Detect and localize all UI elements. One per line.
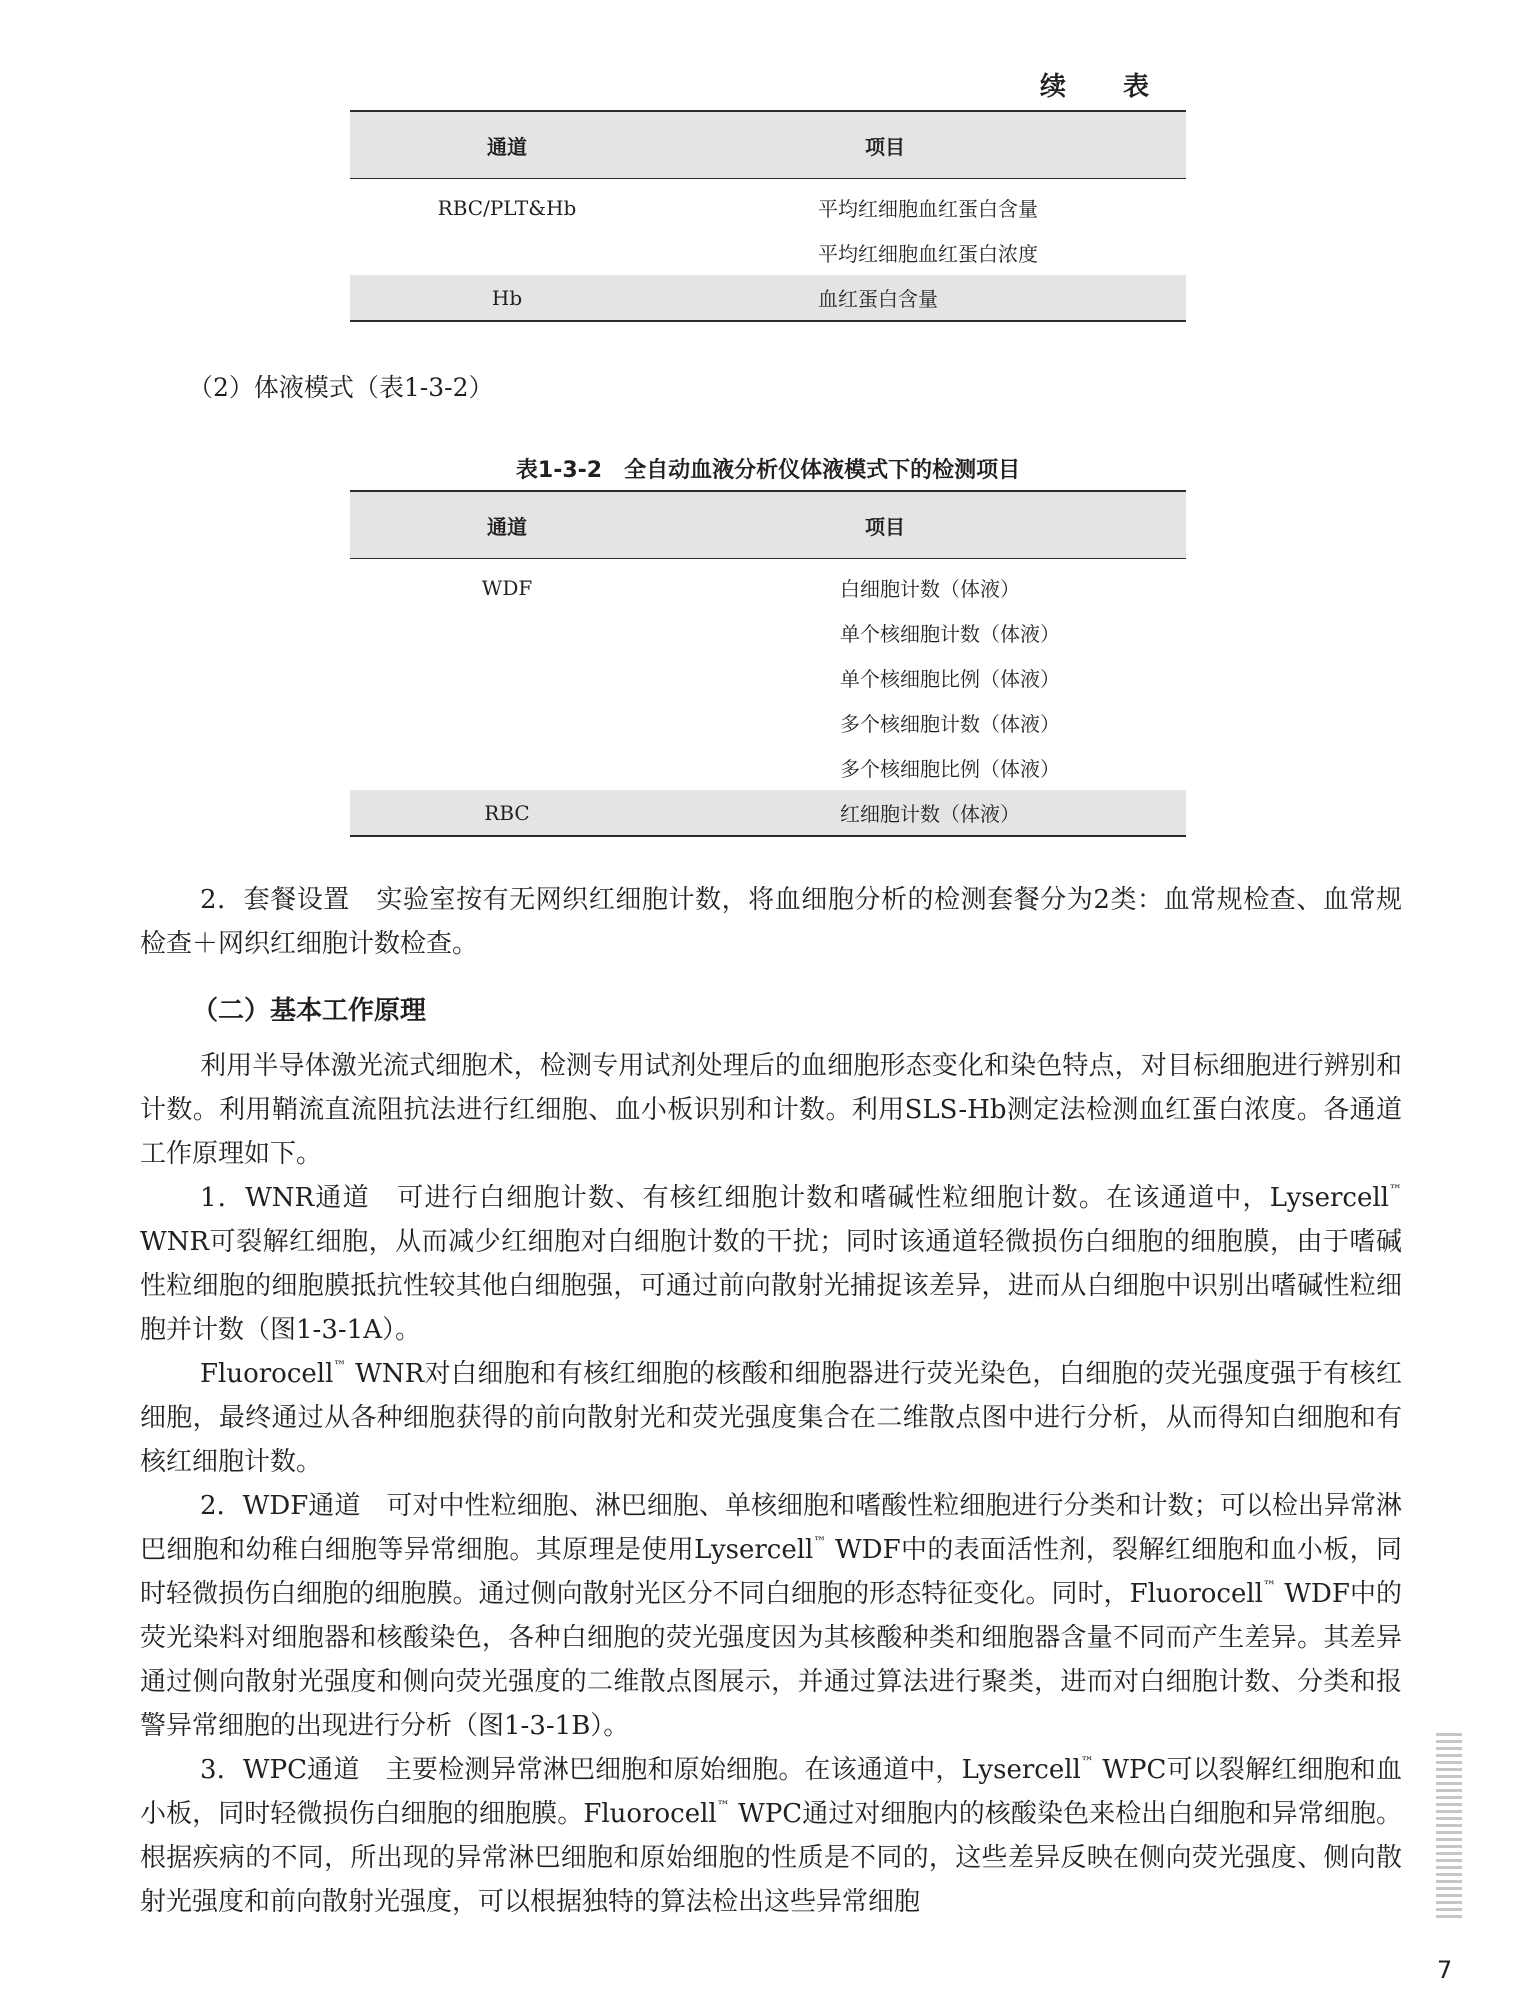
paragraph-text: 可对中性粒细胞、淋巴细胞、单核细胞和嗜酸性粒细胞进行分类和计数；可以检出异常淋巴细胞和幼稚白细胞等异常细胞。其原理是使用Lysercell	[140, 1491, 1402, 1565]
section-heading: （二）基本工作原理	[192, 996, 427, 1026]
trademark-symbol: ™	[333, 1359, 347, 1374]
table-row	[350, 790, 1186, 835]
body-fluid-table	[350, 490, 1186, 837]
table-row	[350, 610, 1186, 655]
paragraph-text: WPC通过对细胞内的核酸染色来检出白细胞和异常细胞。根据疾病的不同，所出现的异常淋巴细胞和原始细胞的性质是不同的，这些差异反映在侧向荧光强度、侧向散射光强度和前向散射光强度，可以根据独特的算法检出这些异常细胞	[140, 1799, 1402, 1917]
cell-channel: RBC/PLT&Hb	[437, 195, 577, 220]
trademark-symbol: ™	[1080, 1755, 1094, 1770]
paragraph-text: WNR对白细胞和有核红细胞的核酸和细胞器进行荧光染色，白细胞的荧光强度强于有核红细胞，最终通过从各种细胞获得的前向散射光和荧光强度集合在二维散点图中进行分析，从而得知白细胞和有核红细胞计数。	[140, 1359, 1402, 1477]
table-row	[350, 185, 1186, 230]
paragraph-text: WDF中的荧光染料对细胞器和核酸染色，各种白细胞的荧光强度因为其核酸种类和细胞器含量不同而产生差异。其差异通过侧向散射光强度和侧向荧光强度的二维散点图展示，并通过算法进行聚类，进而对白细胞计数、分类和报警异常细胞的出现进行分析（图1-3-1B）。	[140, 1579, 1402, 1741]
trademark-symbol: ™	[1263, 1579, 1276, 1594]
paragraph-text: 利用半导体激光流式细胞术，检测专用试剂处理后的血细胞形态变化和染色特点，对目标细胞进行辨别和计数。利用鞘流直流阻抗法进行红细胞、血小板识别和计数。利用SLS-Hb测定法检测血红蛋白浓度。各通道工作原理如下。	[140, 1051, 1402, 1169]
table-row	[350, 565, 1186, 610]
cell-item: 血红蛋白含量	[818, 287, 938, 311]
paragraph-lead: 2．套餐设置	[200, 885, 350, 915]
table-row	[350, 745, 1186, 790]
cell-channel: WDF	[481, 575, 533, 600]
paragraph-principle	[140, 1044, 1402, 1176]
paragraph-lead: 3．WPC通道	[200, 1755, 360, 1785]
cell-item: 单个核细胞比例（体液）	[840, 667, 1060, 691]
paragraph-text: WPC可以裂解红细胞和血小板，同时轻微损伤白细胞的细胞膜。Fluorocell	[140, 1755, 1402, 1829]
table-row	[350, 230, 1186, 275]
paragraph-text: WNR可裂解红细胞，从而减少红细胞对白细胞计数的干扰；同时该通道轻微损伤白细胞的细胞膜，由于嗜碱性粒细胞的细胞膜抵抗性较其他白细胞强，可通过前向散射光捕捉该差异，进而从白细胞中识别出嗜碱性粒细胞并计数（图1-3-1A）。	[140, 1227, 1402, 1345]
table-caption: 表1-3-2 全自动血液分析仪体液模式下的检测项目	[515, 458, 1021, 483]
trademark-symbol: ™	[813, 1535, 827, 1550]
paragraph-text: 主要检测异常淋巴细胞和原始细胞。在该通道中，Lysercell	[385, 1755, 1081, 1785]
trademark-symbol: ™	[1389, 1183, 1402, 1198]
table-row	[350, 275, 1186, 320]
header-channel: 通道	[487, 514, 527, 539]
cell-channel: RBC	[484, 800, 530, 825]
paragraph-text: 可进行白细胞计数、有核红细胞计数和嗜碱性粒细胞计数。在该通道中，Lysercell	[395, 1183, 1389, 1213]
table-header	[350, 112, 1186, 179]
paragraph-fluorocell-wnr	[140, 1352, 1402, 1484]
cell-item: 红细胞计数（体液）	[840, 802, 1020, 826]
page-number: 7	[1437, 1956, 1453, 1984]
header-item: 项目	[865, 514, 905, 539]
paragraph-wpc-channel	[140, 1748, 1402, 1924]
trademark-symbol: ™	[716, 1799, 730, 1814]
header-channel: 通道	[487, 134, 527, 159]
paragraph-lead: 2．WDF通道	[200, 1491, 361, 1521]
continued-table-label: 续 表	[1040, 72, 1174, 102]
paragraph-text: WDF中的表面活性剂，裂解红细胞和血小板，同时轻微损伤白细胞的细胞膜。通过侧向散射光区分不同白细胞的形态特征变化。同时，Fluorocell	[140, 1535, 1402, 1609]
cell-item: 多个核细胞计数（体液）	[840, 712, 1060, 736]
paragraph-wdf-channel	[140, 1484, 1402, 1748]
header-item: 项目	[865, 134, 905, 159]
paragraph-lead: 1．WNR通道	[200, 1183, 370, 1213]
page-edge-marker	[1436, 1733, 1462, 1922]
table-row	[350, 655, 1186, 700]
cell-item: 平均红细胞血红蛋白浓度	[818, 242, 1038, 266]
cell-item: 白细胞计数（体液）	[840, 577, 1020, 601]
table-header	[350, 492, 1186, 559]
paragraph-package-settings	[140, 878, 1402, 966]
cell-item: 多个核细胞比例（体液）	[840, 757, 1060, 781]
table-row	[350, 700, 1186, 745]
cell-item: 单个核细胞计数（体液）	[840, 622, 1060, 646]
subsection-title: （2）体液模式（表1-3-2）	[188, 373, 494, 402]
continued-table	[350, 110, 1186, 322]
paragraph-wnr-channel	[140, 1176, 1402, 1352]
cell-channel: Hb	[491, 285, 523, 310]
paragraph-text: Fluorocell	[200, 1359, 334, 1389]
paragraph-text: 实验室按有无网织红细胞计数，将血细胞分析的检测套餐分为2类：血常规检查、血常规检查＋网织红细胞计数检查。	[140, 885, 1403, 959]
cell-item: 平均红细胞血红蛋白含量	[818, 197, 1038, 221]
